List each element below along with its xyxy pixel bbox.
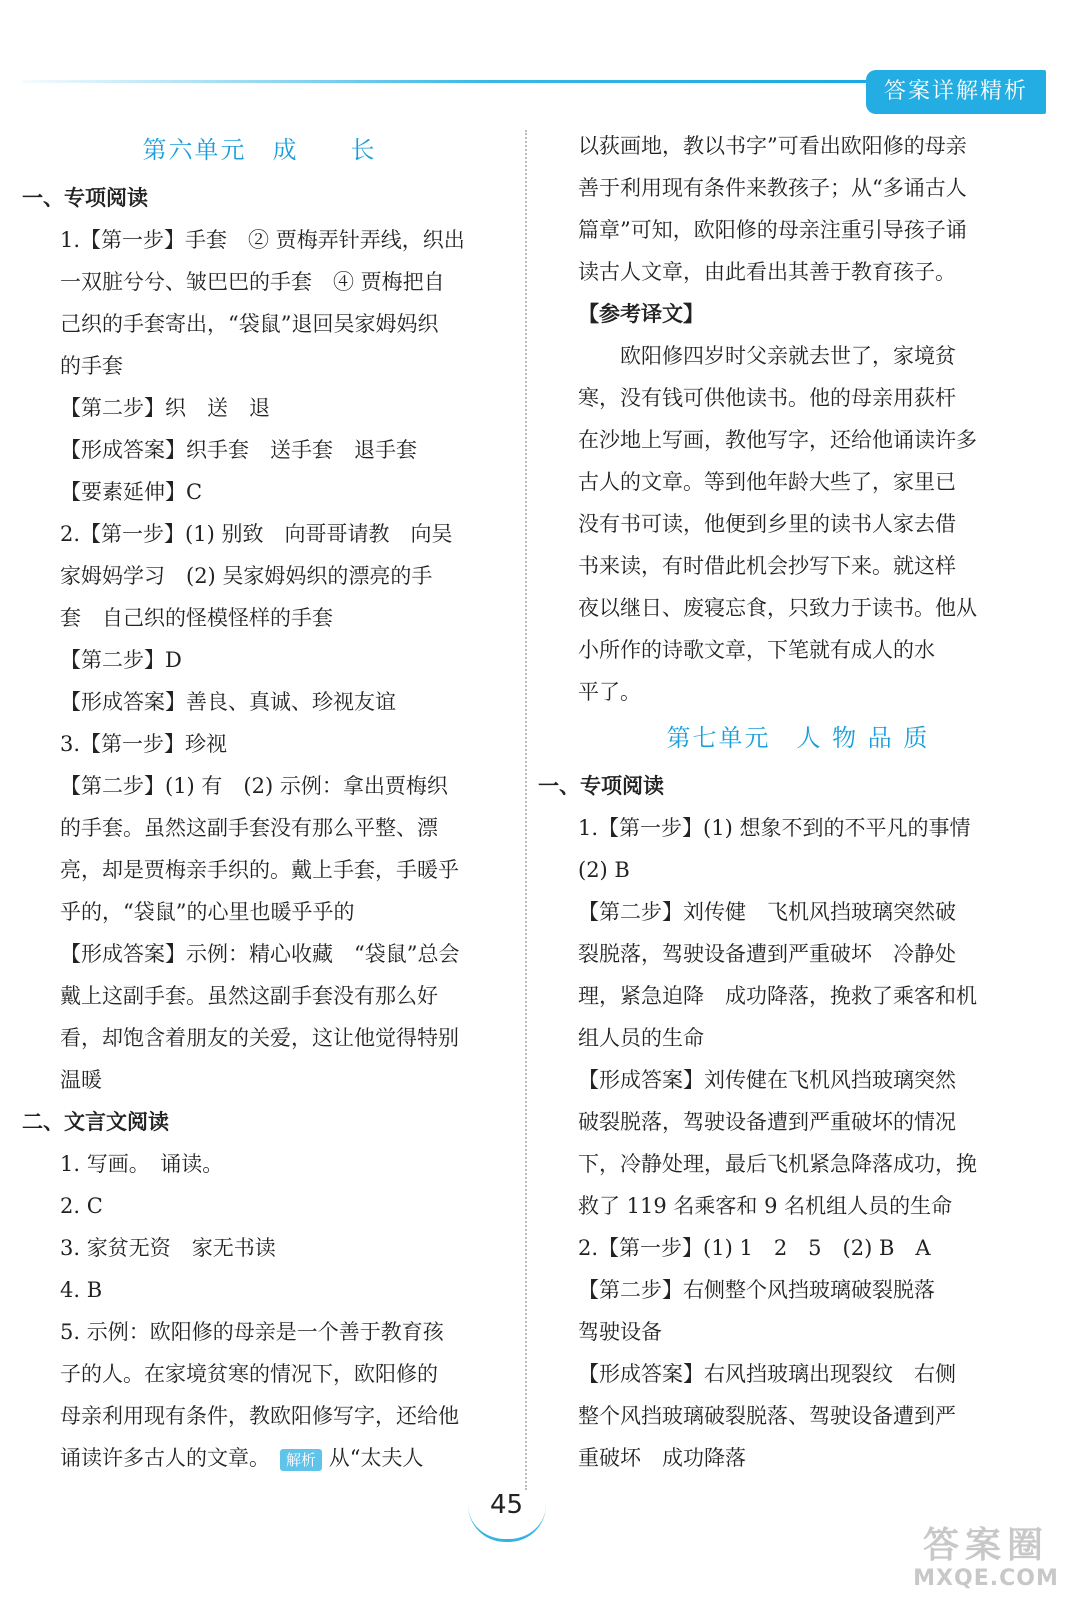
text-line: 裂脱落，驾驶设备遭到严重破坏 冷静处 bbox=[578, 942, 956, 966]
text-line: 【第二步】右侧整个风挡玻璃破裂脱落 bbox=[578, 1278, 935, 1302]
text-line: 读古人文章，由此看出其善于教育孩子。 bbox=[578, 260, 956, 284]
text-line: 母亲利用现有条件，教欧阳修写字，还给他 bbox=[60, 1404, 459, 1428]
analysis-tag: 解析 bbox=[280, 1449, 322, 1471]
text-line: 1.【第一步】手套 ② 贾梅弄针弄线，织出 bbox=[60, 228, 465, 252]
text-line: 理，紧急迫降 成功降落，挽救了乘客和机 bbox=[578, 984, 977, 1008]
question-3 bbox=[22, 723, 497, 765]
text-line: 下，冷静处理，最后飞机紧急降落成功，挽 bbox=[578, 1152, 977, 1176]
classical-q4: 4. B bbox=[60, 1278, 103, 1302]
translation-line: 古人的文章。等到他年龄大些了，家里已 bbox=[578, 470, 956, 494]
text-line: 驾驶设备 bbox=[578, 1320, 662, 1344]
classical-q5: 5. 示例：欧阳修的母亲是一个善于教育孩 bbox=[60, 1320, 444, 1344]
text-line: 破裂脱落，驾驶设备遭到严重破坏的情况 bbox=[578, 1110, 956, 1134]
step-two: 【第二步】D bbox=[60, 648, 182, 672]
translation-line: 寒，没有钱可供他读书。他的母亲用荻杆 bbox=[578, 386, 956, 410]
step-two: 【第二步】织 送 退 bbox=[60, 396, 270, 420]
text-fragment: 从“太夫人 bbox=[328, 1446, 424, 1470]
text-line: 己织的手套寄出，“袋鼠”退回吴家姆妈织 bbox=[60, 312, 439, 336]
page-number: 45 bbox=[490, 1490, 524, 1520]
text-line: 一双脏兮兮、皱巴巴的手套 ④ 贾梅把自 bbox=[60, 270, 445, 294]
text-line: 温暖 bbox=[60, 1068, 102, 1092]
formed-answer: 【形成答案】织手套 送手套 退手套 bbox=[60, 438, 417, 462]
question-2 bbox=[22, 513, 497, 555]
element-extension: 【要素延伸】C bbox=[60, 480, 203, 504]
text-line: 【形成答案】右风挡玻璃出现裂纹 右侧 bbox=[578, 1362, 956, 1386]
question-1: 1.【第一步】(1) 想象不到的不平凡的事情 bbox=[578, 816, 971, 840]
unit-six-title: 第六单元 成 长 bbox=[142, 136, 377, 164]
text-line: 3.【第一步】珍视 bbox=[60, 732, 228, 756]
text-line: 2.【第一步】(1) 别致 向哥哥请教 向吴 bbox=[60, 522, 453, 546]
text-line: 看，却饱含着朋友的关爱，这让他觉得特别 bbox=[60, 1026, 459, 1050]
page-number-ornament bbox=[468, 1505, 546, 1542]
left-column bbox=[22, 125, 497, 1479]
header-tab: 答案详解精析 bbox=[866, 70, 1046, 114]
translation-line: 欧阳修四岁时父亲就去世了，家境贫 bbox=[620, 344, 956, 368]
right-column bbox=[538, 125, 1018, 1479]
section-heading: 一、专项阅读 bbox=[22, 186, 148, 210]
translation-line: 小所作的诗歌文章，下笔就有成人的水 bbox=[578, 638, 935, 662]
text-line: (2) B bbox=[578, 858, 630, 882]
watermark-text: 答案圈 bbox=[922, 1525, 1049, 1566]
text-line: 【第二步】(1) 有 (2) 示例：拿出贾梅织 bbox=[60, 774, 448, 798]
translation-line: 平了。 bbox=[578, 680, 641, 704]
text-fragment: 诵读许多古人的文章。 bbox=[60, 1446, 270, 1470]
translation-line: 书来读，有时借此机会抄写下来。就这样 bbox=[578, 554, 956, 578]
text-line: 【形成答案】刘传健在飞机风挡玻璃突然 bbox=[578, 1068, 956, 1092]
text-line: 的手套。虽然这副手套没有那么平整、漂 bbox=[60, 816, 438, 840]
text-line: 重破坏 成功降落 bbox=[578, 1446, 746, 1470]
text-line: 【第二步】刘传健 飞机风挡玻璃突然破 bbox=[578, 900, 956, 924]
text-line: 【形成答案】示例：精心收藏 “袋鼠”总会 bbox=[60, 942, 460, 966]
watermark-logo bbox=[896, 1526, 1076, 1592]
text-line: 善于利用现有条件来教孩子；从“多诵古人 bbox=[578, 176, 967, 200]
text-line: 亮，却是贾梅亲手织的。戴上手套，手暖乎 bbox=[60, 858, 459, 882]
translation-line: 没有书可读，他便到乡里的读书人家去借 bbox=[578, 512, 956, 536]
text-line: 套 自己织的怪模怪样的手套 bbox=[60, 606, 333, 630]
column-divider bbox=[525, 130, 527, 1490]
text-line: 的手套 bbox=[60, 354, 123, 378]
text-line: 整个风挡玻璃破裂脱落、驾驶设备遭到严 bbox=[578, 1404, 956, 1428]
text-line: 篇章”可知，欧阳修的母亲注重引导孩子诵 bbox=[578, 218, 967, 242]
watermark-url: MXQE.COM bbox=[913, 1566, 1059, 1591]
unit-seven-title: 第七单元 人 物 品 质 bbox=[666, 724, 930, 752]
header-rule bbox=[22, 80, 872, 83]
text-line: 组人员的生命 bbox=[578, 1026, 704, 1050]
classical-q3: 3. 家贫无资 家无书读 bbox=[60, 1236, 276, 1260]
translation-line: 夜以继日、废寝忘食，只致力于读书。他从 bbox=[578, 596, 977, 620]
text-line bbox=[22, 1437, 497, 1479]
section-heading: 一、专项阅读 bbox=[538, 774, 664, 798]
question-1 bbox=[22, 219, 497, 261]
classical-q1: 1. 写画。 诵读。 bbox=[60, 1152, 224, 1176]
translation-heading: 【参考译文】 bbox=[578, 301, 704, 326]
text-line: 子的人。在家境贫寒的情况下，欧阳修的 bbox=[60, 1362, 438, 1386]
section-heading: 二、文言文阅读 bbox=[22, 1110, 169, 1134]
text-line: 家姆妈学习 (2) 吴家姆妈织的漂亮的手 bbox=[60, 564, 433, 588]
text-line: 戴上这副手套。虽然这副手套没有那么好 bbox=[60, 984, 438, 1008]
question-2: 2.【第一步】(1) 1 2 5 (2) B A bbox=[578, 1236, 931, 1260]
text-line: 乎的，“袋鼠”的心里也暖乎乎的 bbox=[60, 900, 355, 924]
text-line: 救了 119 名乘客和 9 名机组人员的生命 bbox=[578, 1194, 953, 1218]
translation-line: 在沙地上写画，教他写字，还给他诵读许多 bbox=[578, 428, 977, 452]
classical-q2: 2. C bbox=[60, 1194, 103, 1218]
text-line: 以荻画地，教以书字”可看出欧阳修的母亲 bbox=[578, 134, 967, 158]
formed-answer: 【形成答案】善良、真诚、珍视友谊 bbox=[60, 690, 396, 714]
